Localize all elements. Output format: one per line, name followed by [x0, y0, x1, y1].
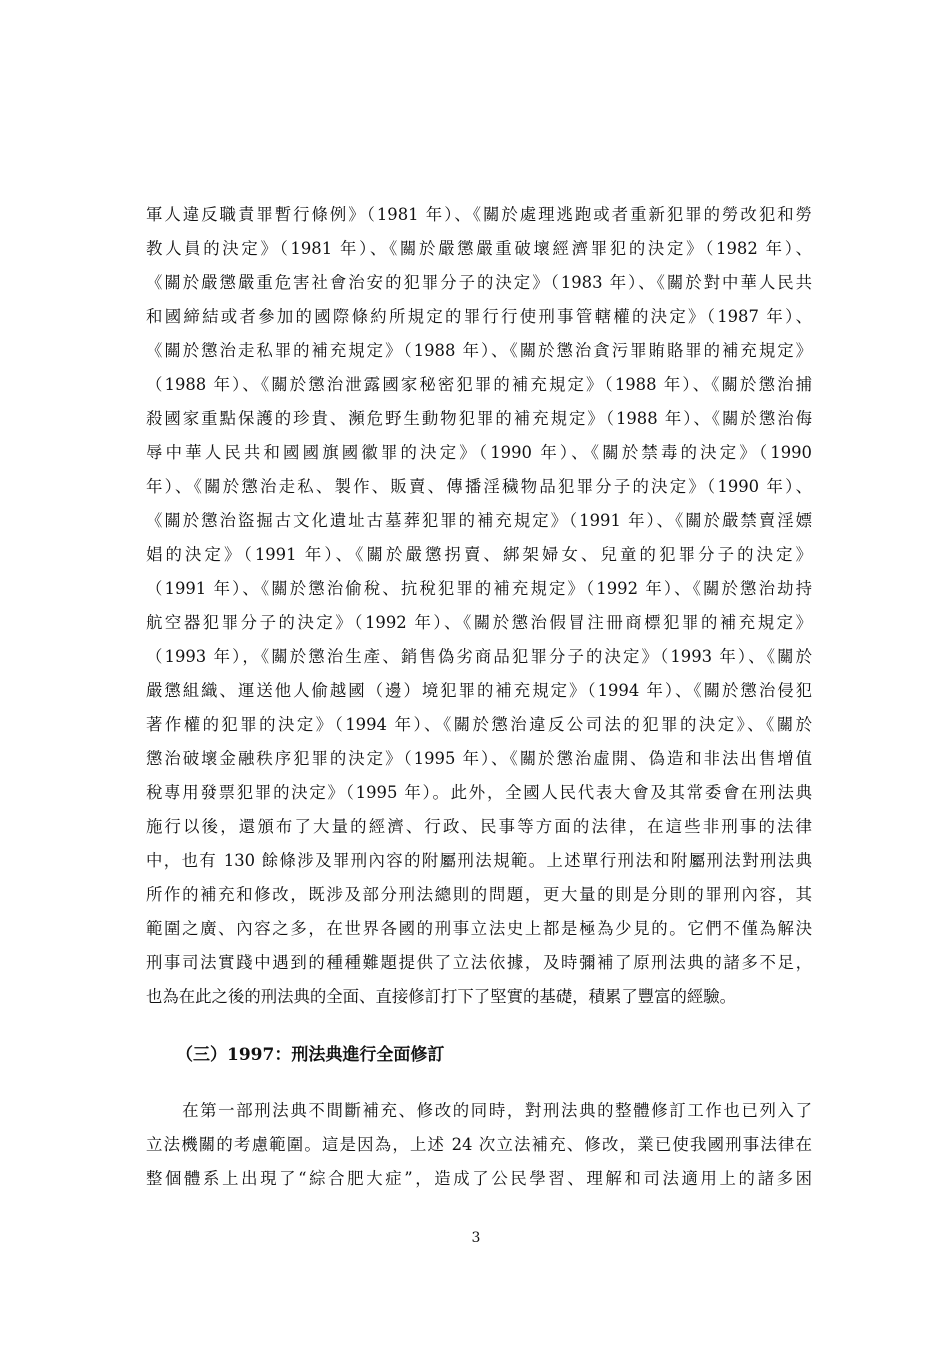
text-line: 整個體系上出現了“綜合肥大症”，造成了公民學習、理解和司法適用上的諸多困 — [146, 1169, 812, 1188]
text-line: （1993 年），《關於懲治生產、銷售偽劣商品犯罪分子的決定》（1993 年）、《關於 — [146, 647, 812, 666]
text-line: 懲治破壞金融秩序犯罪的決定》（1995 年）、《關於懲治虛開、偽造和非法出售增值 — [146, 749, 812, 768]
text-line: 軍人違反職責罪暫行條例》（1981 年）、《關於處理逃跑或者重新犯罪的勞改犯和勞 — [146, 205, 812, 224]
text-line: 立法機關的考慮範圍。這是因為，上述 24 次立法補充、修改，業已使我國刑事法律在 — [146, 1135, 812, 1154]
text-line: 所作的補充和修改，既涉及部分刑法總則的問題，更大量的則是分則的罪刑內容，其 — [146, 885, 812, 904]
section-heading: （三）1997：刑法典進行全面修訂 — [176, 1045, 445, 1065]
body-paragraph-2 — [146, 1094, 812, 1196]
text-line: 辱中華人民共和國國旗國徽罪的決定》（1990 年）、《關於禁毒的決定》（1990 — [146, 443, 812, 462]
page-number: 3 — [471, 1230, 481, 1246]
text-line: （1988 年）、《關於懲治泄露國家秘密犯罪的補充規定》（1988 年）、《關於懲治捕 — [146, 375, 812, 394]
text-line: 年）、《關於懲治走私、製作、販賣、傳播淫穢物品犯罪分子的決定》（1990 年）、 — [146, 477, 812, 496]
text-line: 範圍之廣、內容之多，在世界各國的刑事立法史上都是極為少見的。它們不僅為解決 — [146, 919, 812, 938]
text-line: 《關於懲治盜掘古文化遺址古墓葬犯罪的補充規定》（1991 年）、《關於嚴禁賣淫嫖 — [146, 511, 812, 530]
text-line: 著作權的犯罪的決定》（1994 年）、《關於懲治違反公司法的犯罪的決定》、《關於 — [146, 715, 812, 734]
text-line: 和國締結或者參加的國際條約所規定的罪行行使刑事管轄權的決定》（1987 年）、 — [146, 307, 812, 326]
text-line: （1991 年）、《關於懲治偷稅、抗稅犯罪的補充規定》（1992 年）、《關於懲治劫持 — [146, 579, 812, 598]
text-line: 教人員的決定》（1981 年）、《關於嚴懲嚴重破壞經濟罪犯的決定》（1982 年）、 — [146, 239, 812, 258]
text-line: 《關於懲治走私罪的補充規定》（1988 年）、《關於懲治貪污罪賄賂罪的補充規定》 — [146, 341, 812, 360]
text-line: 也為在此之後的刑法典的全面、直接修訂打下了堅實的基礎，積累了豐富的經驗。 — [146, 987, 737, 1006]
text-line: 殺國家重點保護的珍貴、瀕危野生動物犯罪的補充規定》（1988 年）、《關於懲治侮 — [146, 409, 812, 428]
text-line: 在第一部刑法典不間斷補充、修改的同時，對刑法典的整體修訂工作也已列入了 — [146, 1101, 812, 1120]
text-line: 娼的決定》（1991 年）、《關於嚴懲拐賣、綁架婦女、兒童的犯罪分子的決定》 — [146, 545, 812, 564]
text-line: 中，也有 130 餘條涉及罪刑內容的附屬刑法規範。上述單行刑法和附屬刑法對刑法典 — [146, 851, 812, 870]
text-line: 航空器犯罪分子的決定》（1992 年）、《關於懲治假冒注冊商標犯罪的補充規定》 — [146, 613, 812, 632]
text-line: 《關於嚴懲嚴重危害社會治安的犯罪分子的決定》（1983 年）、《關於對中華人民共 — [146, 273, 812, 292]
text-line: 刑事司法實踐中遇到的種種難題提供了立法依據，及時彌補了原刑法典的諸多不足， — [146, 953, 812, 972]
text-line: 稅專用發票犯罪的決定》（1995 年）。此外，全國人民代表大會及其常委會在刑法典 — [146, 783, 812, 802]
body-paragraph-1 — [146, 198, 812, 1014]
text-line: 施行以後，還頒布了大量的經濟、行政、民事等方面的法律，在這些非刑事的法律 — [146, 817, 812, 836]
text-line: 嚴懲組織、運送他人偷越國（邊）境犯罪的補充規定》（1994 年）、《關於懲治侵犯 — [146, 681, 812, 700]
